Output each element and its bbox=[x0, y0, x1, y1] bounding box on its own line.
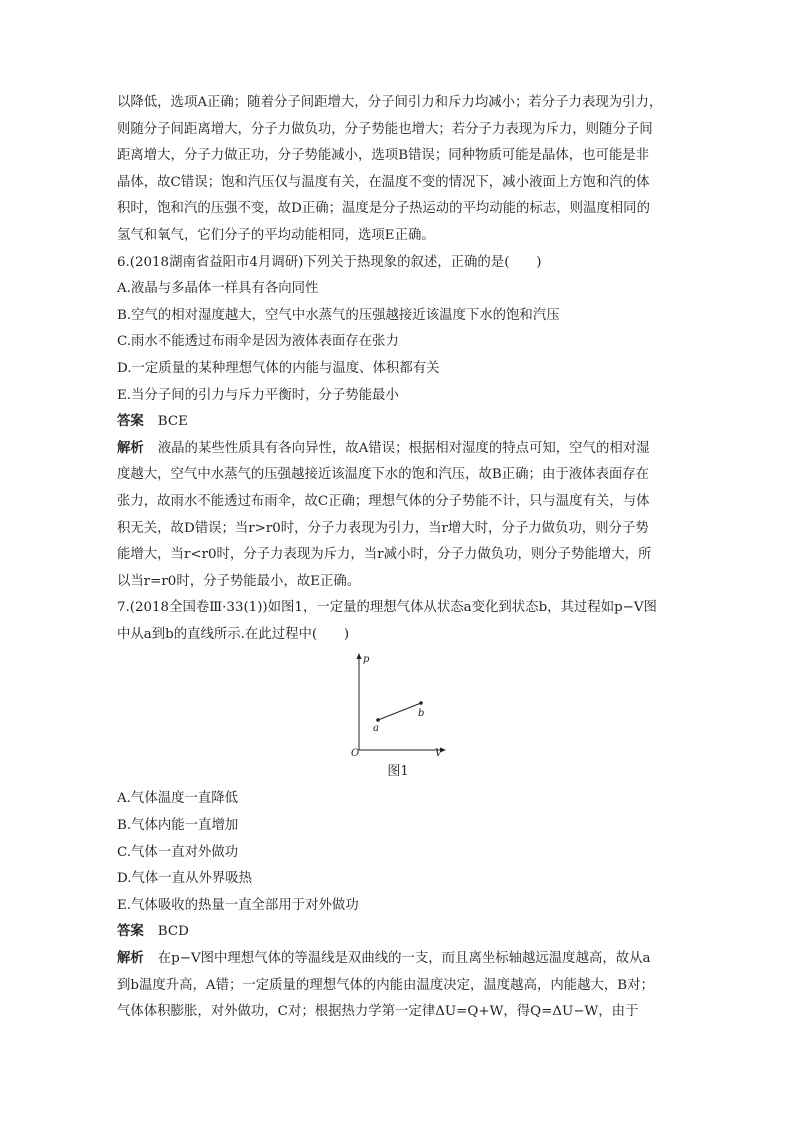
question-stem: 6.(2018湖南省益阳市4月调研)下列关于热现象的叙述，正确的是( ) bbox=[117, 254, 542, 270]
answer-value: BCD bbox=[157, 924, 189, 940]
answer-value: BCE bbox=[157, 414, 188, 430]
text-line: 距离增大，分子力做正功，分子势能减小，选项B错误；同种物质可能是晶体，也可能是非 bbox=[117, 148, 650, 164]
answer-line bbox=[117, 409, 679, 436]
answer-label: 答案 bbox=[117, 924, 144, 940]
question-7 bbox=[117, 595, 679, 1026]
explanation-line: 到b温度升高，A错；一定质量的理想气体的内能由温度决定，温度越高，内能越大，B对； bbox=[117, 977, 654, 993]
option-c: C.气体一直对外做功 bbox=[117, 844, 239, 860]
y-axis-label: p bbox=[363, 654, 370, 666]
explanation-line: 能增大，当r<r0时，分子力表现为斥力，当r减小时，分子力做负功，则分子势能增大，所 bbox=[117, 547, 652, 563]
question-stem: 中从a到b的直线所示.在此过程中( ) bbox=[117, 626, 350, 642]
explanation-label: 解析 bbox=[117, 440, 144, 456]
option-d: D.气体一直从外界吸热 bbox=[117, 871, 253, 887]
text-line: 晶体，故C错误；饱和汽压仅与温度有关，在温度不变的情况下，减小液面上方饱和汽的体 bbox=[117, 174, 650, 190]
origin-label: O bbox=[351, 748, 360, 760]
question-6 bbox=[117, 250, 679, 596]
previous-explanation bbox=[117, 90, 679, 250]
explanation-line: 积无关，故D错误；当r>r0时，分子力表现为引力，当r增大时，分子力做负功，则分子势 bbox=[117, 520, 649, 536]
answer-line bbox=[117, 919, 679, 946]
option-a: A.气体温度一直降低 bbox=[117, 791, 239, 807]
point-a-label: a bbox=[373, 723, 379, 735]
option-e: E.当分子间的引力与斥力平衡时，分子势能最小 bbox=[117, 387, 399, 403]
x-axis-label: V bbox=[435, 748, 443, 760]
explanation-label: 解析 bbox=[117, 951, 144, 967]
explanation-line: 气体体积膨胀，对外做功，C对；根据热力学第一定律ΔU=Q+W，得Q=ΔU−W，由于 bbox=[117, 1004, 639, 1020]
explanation-line bbox=[117, 946, 679, 973]
y-axis-arrow bbox=[357, 653, 362, 659]
text-line: 氢气和氧气，它们分子的平均动能相同，选项E正确。 bbox=[117, 227, 435, 243]
process-line-ab bbox=[378, 703, 421, 720]
explanation-line bbox=[117, 436, 679, 463]
option-b: B.气体内能一直增加 bbox=[117, 818, 239, 834]
pv-figure bbox=[117, 648, 679, 762]
option-d: D.一定质量的某种理想气体的内能与温度、体积都有关 bbox=[117, 360, 440, 376]
text-line: 以降低，选项A正确；随着分子间距增大，分子间引力和斥力均减小；若分子力表现为引力， bbox=[117, 95, 663, 110]
explanation-line: 度越大，空气中水蒸气的压强越接近该温度下水的饱和汽压，故B正确；由于液体表面存在 bbox=[117, 467, 650, 483]
point-b-dot bbox=[419, 702, 423, 706]
option-c: C.雨水不能透过布雨伞是因为液体表面存在张力 bbox=[117, 334, 399, 350]
explanation-line: 以当r=r0时，分子势能最小，故E正确。 bbox=[117, 573, 361, 589]
point-b-label: b bbox=[418, 708, 425, 720]
explanation-text: 在p−V图中理想气体的等温线是双曲线的一支，而且离坐标轴越远温度越高，故从a bbox=[157, 951, 651, 967]
text-line: 积时，饱和汽的压强不变，故D正确；温度是分子热运动的平均动能的标志，则温度相同的 bbox=[117, 201, 650, 217]
figure-caption: 图1 bbox=[387, 764, 409, 780]
question-stem: 7.(2018全国卷Ⅲ·33(1))如图1，一定量的理想气体从状态a变化到状态b，其过程如p−V图 bbox=[117, 600, 657, 616]
answer-label: 答案 bbox=[117, 414, 144, 430]
explanation-line: 张力，故雨水不能透过布雨伞，故C正确；理想气体的分子势能不计，只与温度有关，与体 bbox=[117, 493, 650, 509]
text-line: 则随分子间距离增大，分子力做负功，分子势能也增大；若分子力表现为斥力，则随分子间 bbox=[117, 121, 653, 137]
point-a-dot bbox=[376, 719, 380, 723]
document-page bbox=[117, 90, 679, 1026]
explanation-text: 液晶的某些性质具有各向异性，故A错误；根据相对湿度的特点可知，空气的相对湿 bbox=[157, 440, 650, 456]
option-e: E.气体吸收的热量一直全部用于对外做功 bbox=[117, 897, 359, 913]
option-a: A.液晶与多晶体一样具有各向同性 bbox=[117, 281, 319, 297]
pv-diagram bbox=[351, 652, 453, 760]
option-b: B.空气的相对湿度越大，空气中水蒸气的压强越接近该温度下水的饱和汽压 bbox=[117, 307, 560, 323]
